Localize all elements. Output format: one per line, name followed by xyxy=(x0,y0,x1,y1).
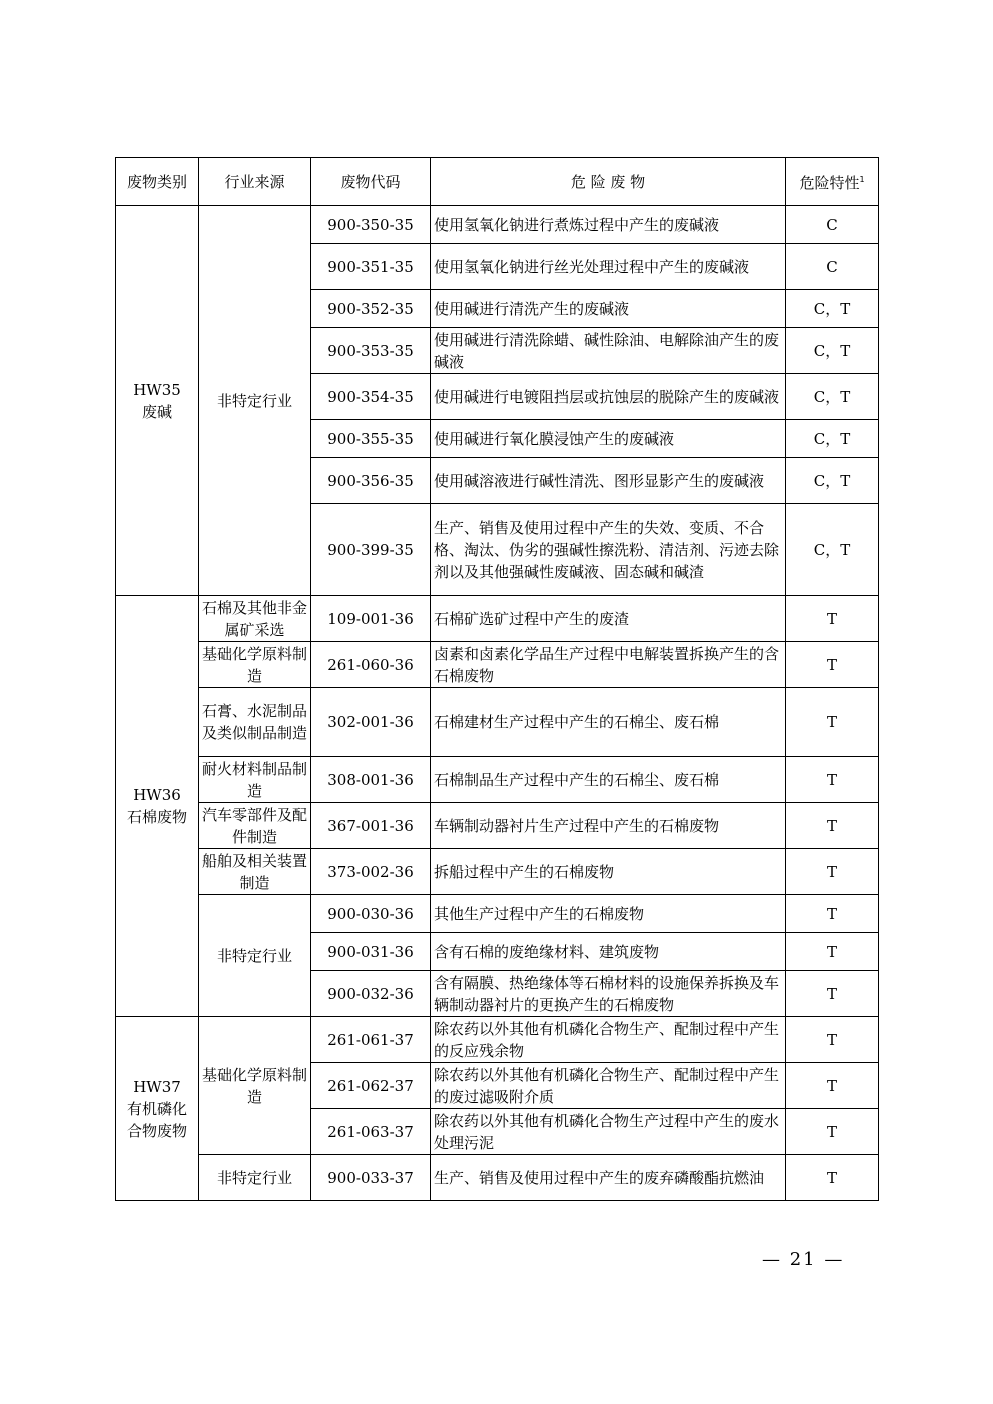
waste-code-cell: 109-001-36 xyxy=(311,596,431,642)
hazard-property-cell: T xyxy=(786,895,879,933)
waste-code-cell: 261-062-37 xyxy=(311,1063,431,1109)
waste-description-cell: 卤素和卤素化学品生产过程中电解装置拆换产生的含石棉废物 xyxy=(431,642,786,688)
table-row xyxy=(116,803,879,849)
table-body xyxy=(116,206,879,1201)
hazard-property-cell: C，T xyxy=(786,328,879,374)
waste-category-cell: HW37 有机磷化 合物废物 xyxy=(116,1017,199,1201)
waste-description-cell: 使用氢氧化钠进行丝光处理过程中产生的废碱液 xyxy=(431,244,786,290)
table-row xyxy=(116,206,879,244)
table-row xyxy=(116,757,879,803)
header-industry: 行业来源 xyxy=(199,158,311,206)
waste-code-cell: 373-002-36 xyxy=(311,849,431,895)
hazard-property-cell: C，T xyxy=(786,504,879,596)
header-hazard-label: 危险特性 xyxy=(799,174,860,192)
industry-source-cell: 非特定行业 xyxy=(199,206,311,596)
waste-code-cell: 900-353-35 xyxy=(311,328,431,374)
industry-source-cell: 非特定行业 xyxy=(199,1155,311,1201)
waste-description-cell: 使用碱进行电镀阻挡层或抗蚀层的脱除产生的废碱液 xyxy=(431,374,786,420)
hazard-property-cell: C，T xyxy=(786,290,879,328)
hazard-property-cell: T xyxy=(786,1063,879,1109)
header-hazard xyxy=(786,158,879,206)
hazard-property-cell: T xyxy=(786,688,879,757)
waste-code-cell: 900-032-36 xyxy=(311,971,431,1017)
waste-category-cell: HW36 石棉废物 xyxy=(116,596,199,1017)
header-waste: 危 险 废 物 xyxy=(431,158,786,206)
waste-code-cell: 900-356-35 xyxy=(311,458,431,504)
hazard-property-cell: T xyxy=(786,1155,879,1201)
table-row xyxy=(116,688,879,757)
hazard-property-cell: T xyxy=(786,1109,879,1155)
waste-description-cell: 使用氢氧化钠进行煮炼过程中产生的废碱液 xyxy=(431,206,786,244)
hazard-property-cell: C，T xyxy=(786,374,879,420)
waste-code-cell: 302-001-36 xyxy=(311,688,431,757)
industry-source-cell: 耐火材料制品制造 xyxy=(199,757,311,803)
hazard-property-cell: T xyxy=(786,642,879,688)
page-number: — 21 — xyxy=(762,1249,845,1270)
waste-description-cell: 除农药以外其他有机磷化合物生产、配制过程中产生的反应残余物 xyxy=(431,1017,786,1063)
table-row xyxy=(116,596,879,642)
hazard-property-cell: T xyxy=(786,596,879,642)
industry-source-cell: 基础化学原料制造 xyxy=(199,642,311,688)
table-row xyxy=(116,1155,879,1201)
waste-code-cell: 900-355-35 xyxy=(311,420,431,458)
table-row xyxy=(116,895,879,933)
waste-code-cell: 261-061-37 xyxy=(311,1017,431,1063)
industry-source-cell: 石棉及其他非金属矿采选 xyxy=(199,596,311,642)
waste-code-cell: 900-399-35 xyxy=(311,504,431,596)
waste-code-cell: 900-350-35 xyxy=(311,206,431,244)
waste-code-cell: 367-001-36 xyxy=(311,803,431,849)
waste-category-cell: HW35 废碱 xyxy=(116,206,199,596)
waste-code-cell: 900-030-36 xyxy=(311,895,431,933)
waste-description-cell: 使用碱进行清洗除蜡、碱性除油、电解除油产生的废碱液 xyxy=(431,328,786,374)
industry-source-cell: 非特定行业 xyxy=(199,895,311,1017)
waste-code-cell: 261-060-36 xyxy=(311,642,431,688)
hazard-property-cell: T xyxy=(786,971,879,1017)
hazard-property-cell: C，T xyxy=(786,420,879,458)
table-row xyxy=(116,642,879,688)
industry-source-cell: 石膏、水泥制品及类似制品制造 xyxy=(199,688,311,757)
waste-code-cell: 900-351-35 xyxy=(311,244,431,290)
waste-description-cell: 车辆制动器衬片生产过程中产生的石棉废物 xyxy=(431,803,786,849)
hazard-property-cell: C，T xyxy=(786,458,879,504)
hazard-property-cell: T xyxy=(786,849,879,895)
waste-description-cell: 使用碱进行清洗产生的废碱液 xyxy=(431,290,786,328)
hazard-property-cell: T xyxy=(786,1017,879,1063)
waste-description-cell: 使用碱进行氧化膜浸蚀产生的废碱液 xyxy=(431,420,786,458)
table-row xyxy=(116,1017,879,1063)
waste-description-cell: 石棉矿选矿过程中产生的废渣 xyxy=(431,596,786,642)
hazard-property-cell: C xyxy=(786,206,879,244)
waste-description-cell: 拆船过程中产生的石棉废物 xyxy=(431,849,786,895)
hazard-property-cell: T xyxy=(786,757,879,803)
waste-description-cell: 其他生产过程中产生的石棉废物 xyxy=(431,895,786,933)
waste-code-cell: 900-352-35 xyxy=(311,290,431,328)
hazard-property-cell: T xyxy=(786,803,879,849)
waste-description-cell: 石棉建材生产过程中产生的石棉尘、废石棉 xyxy=(431,688,786,757)
header-category: 废物类别 xyxy=(116,158,199,206)
industry-source-cell: 汽车零部件及配件制造 xyxy=(199,803,311,849)
waste-description-cell: 生产、销售及使用过程中产生的废弃磷酸酯抗燃油 xyxy=(431,1155,786,1201)
waste-code-cell: 900-031-36 xyxy=(311,933,431,971)
hazard-property-cell: C xyxy=(786,244,879,290)
waste-code-cell: 900-354-35 xyxy=(311,374,431,420)
waste-description-cell: 生产、销售及使用过程中产生的失效、变质、不合格、淘汰、伪劣的强碱性擦洗粉、清洁剂、污迹去除剂以及其他强碱性废碱液、固态碱和碱渣 xyxy=(431,504,786,596)
waste-code-cell: 900-033-37 xyxy=(311,1155,431,1201)
header-row xyxy=(116,158,879,206)
industry-source-cell: 基础化学原料制造 xyxy=(199,1017,311,1155)
waste-description-cell: 含有石棉的废绝缘材料、建筑废物 xyxy=(431,933,786,971)
hazard-property-cell: T xyxy=(786,933,879,971)
waste-description-cell: 石棉制品生产过程中产生的石棉尘、废石棉 xyxy=(431,757,786,803)
header-hazard-footnote: 1 xyxy=(859,175,865,184)
industry-source-cell: 船舶及相关装置制造 xyxy=(199,849,311,895)
waste-description-cell: 使用碱溶液进行碱性清洗、图形显影产生的废碱液 xyxy=(431,458,786,504)
waste-description-cell: 含有隔膜、热绝缘体等石棉材料的设施保养拆换及车辆制动器衬片的更换产生的石棉废物 xyxy=(431,971,786,1017)
waste-description-cell: 除农药以外其他有机磷化合物生产过程中产生的废水处理污泥 xyxy=(431,1109,786,1155)
waste-code-cell: 261-063-37 xyxy=(311,1109,431,1155)
hazardous-waste-table xyxy=(115,157,879,1201)
table-row xyxy=(116,849,879,895)
waste-description-cell: 除农药以外其他有机磷化合物生产、配制过程中产生的废过滤吸附介质 xyxy=(431,1063,786,1109)
waste-code-cell: 308-001-36 xyxy=(311,757,431,803)
header-code: 废物代码 xyxy=(311,158,431,206)
